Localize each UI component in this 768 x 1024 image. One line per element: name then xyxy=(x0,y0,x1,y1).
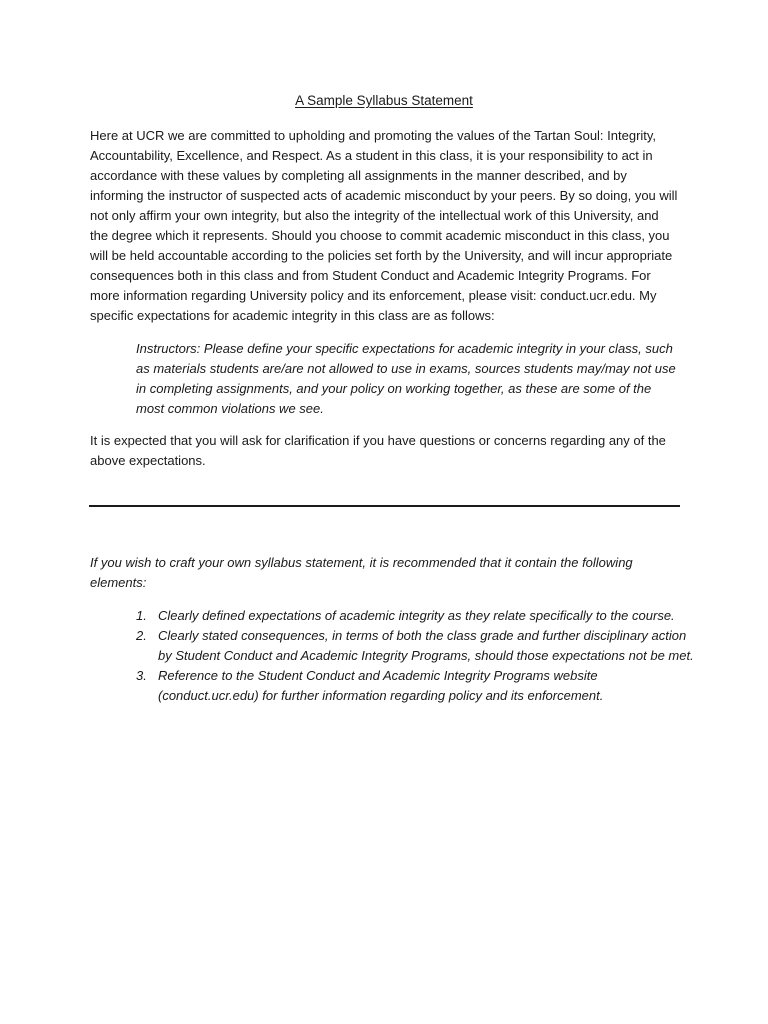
document-title: A Sample Syllabus Statement xyxy=(295,93,473,108)
list-item xyxy=(136,606,696,626)
list-item-text: Clearly defined expectations of academic integrity as they relate specifically to the course. xyxy=(158,608,675,623)
list-item-number: 2. xyxy=(136,628,147,643)
list-item-text: Reference to the Student Conduct and Academic Integrity Programs website (conduct.ucr.edu) for further information regarding policy and its enforcement. xyxy=(158,668,604,703)
list-item-text: Clearly stated consequences, in terms of both the class grade and further disciplinary action by Student Conduct and Academic Integrity Programs, should those expectations not be met. xyxy=(158,628,694,663)
recommended-elements-list xyxy=(136,606,696,706)
list-item-number: 1. xyxy=(136,608,147,623)
clarification-paragraph: It is expected that you will ask for clarification if you have questions or concerns regarding any of the above expectations. xyxy=(90,433,666,468)
instructor-note: Instructors: Please define your specific expectations for academic integrity in your class, such as materials students are/are not allowed to use in exams, sources students may/may not use in completing assignments, and your policy on working together, as these are some of the most common violations we see. xyxy=(136,341,676,416)
list-item xyxy=(136,666,696,706)
list-item xyxy=(136,626,696,666)
section-divider xyxy=(89,505,680,507)
craft-intro-paragraph: If you wish to craft your own syllabus statement, it is recommended that it contain the following elements: xyxy=(90,555,633,590)
intro-paragraph: Here at UCR we are committed to upholding and promoting the values of the Tartan Soul: Integrity, Accountability, Excellence, and Respect. As a student in this class, it is your responsibility to act in accordance with these values by completing all assignments in the manner described, and by informing the instructor of suspected acts of academic misconduct by your peers. By so doing, you will not only affirm your own integrity, but also the integrity of the intellectual work of this University, and the degree which it represents. Should you choose to commit academic misconduct in this class, you will be held accountable according to the policies set forth by the University, and will incur appropriate consequences both in this class and from Student Conduct and Academic Integrity Programs. For more information regarding University policy and its enforcement, please visit: conduct.ucr.edu. My specific expectations for academic integrity in this class are as follows: xyxy=(90,128,678,323)
list-item-number: 3. xyxy=(136,668,147,683)
